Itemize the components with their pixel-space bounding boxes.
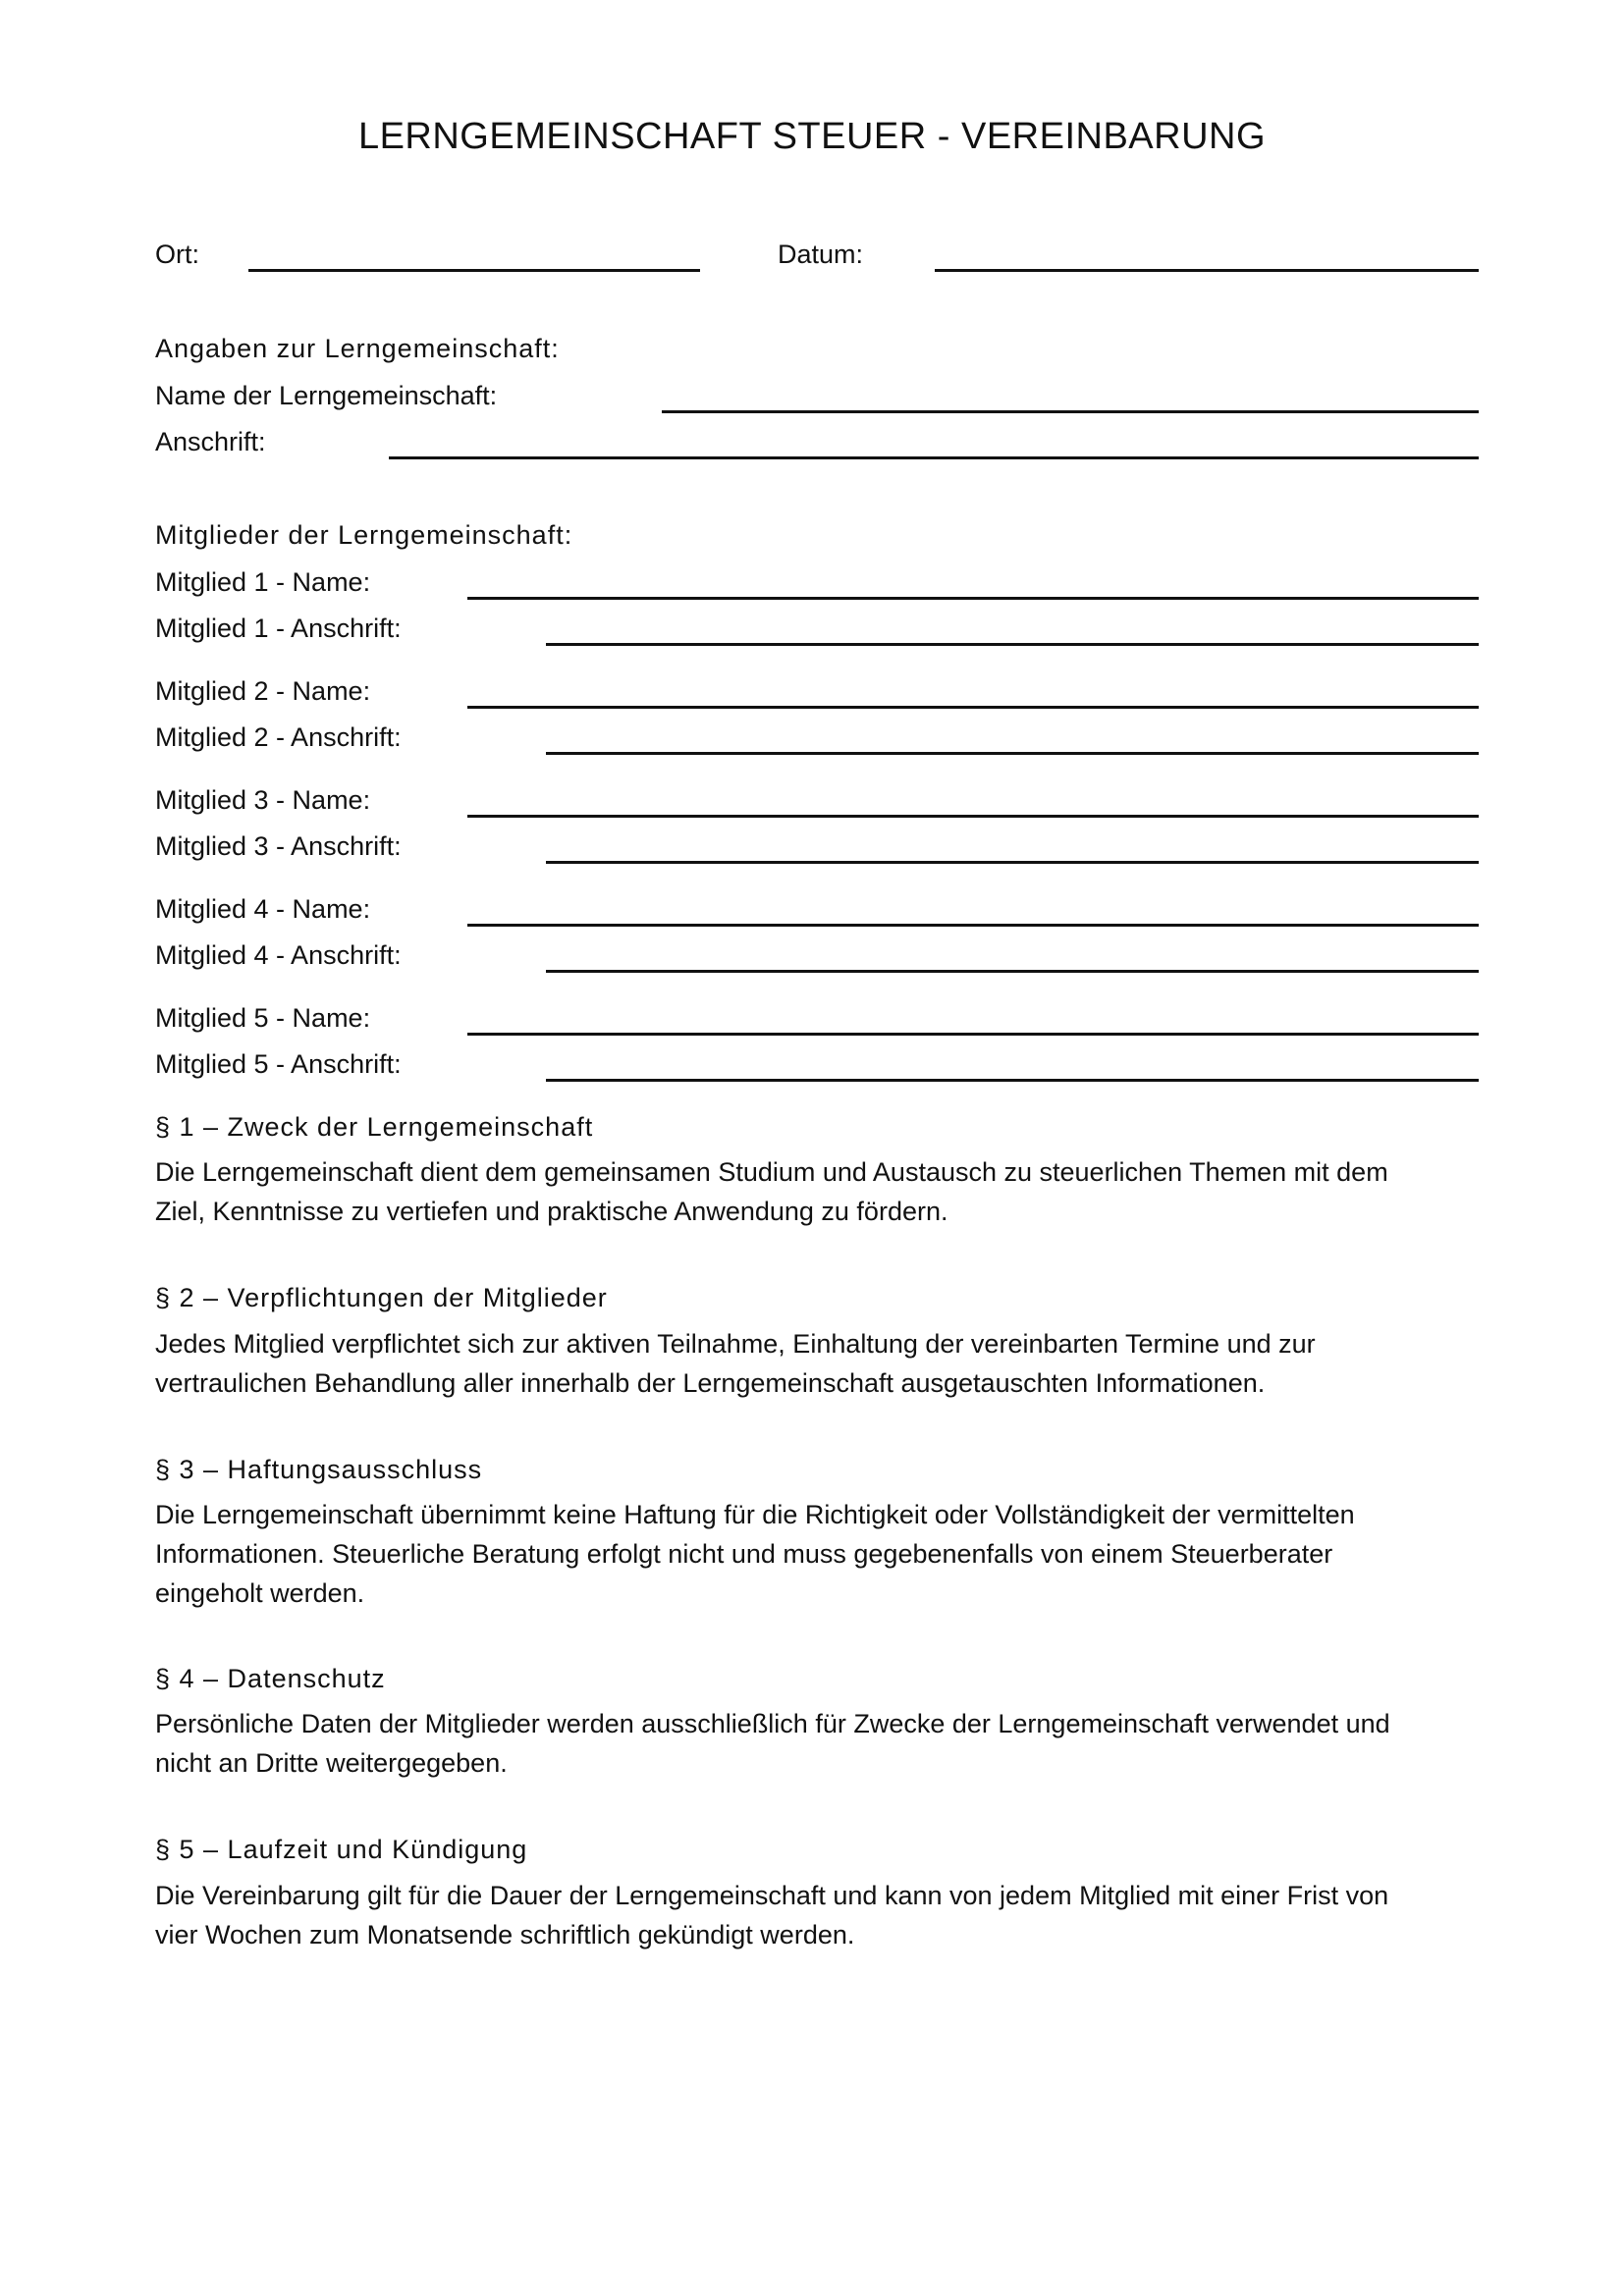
- section-line: Informationen. Steuerliche Beratung erfolgt nicht und muss gegebenenfalls von einem Steuerberater: [155, 1539, 1333, 1569]
- section-line: Die Lerngemeinschaft übernimmt keine Haftung für die Richtigkeit oder Vollständigkeit der vermittelten: [155, 1500, 1355, 1529]
- member-name-label: Mitglied 1 - Name:: [155, 567, 371, 597]
- section-line: eingeholt werden.: [155, 1578, 365, 1608]
- section-body: [155, 1324, 1471, 1403]
- group-name-field[interactable]: [662, 410, 1479, 413]
- member-address-label: Mitglied 2 - Anschrift:: [155, 722, 402, 752]
- group-heading: Angaben zur Lerngemeinschaft:: [155, 334, 560, 363]
- member-name-label: Mitglied 2 - Name:: [155, 676, 371, 706]
- section-body: [155, 1876, 1471, 1954]
- ort-label: Ort:: [155, 240, 199, 269]
- section-body: [155, 1704, 1471, 1783]
- member-address-label: Mitglied 3 - Anschrift:: [155, 831, 402, 861]
- member-name-label: Mitglied 4 - Name:: [155, 894, 371, 924]
- member-address-label: Mitglied 1 - Anschrift:: [155, 614, 402, 643]
- section-line: Jedes Mitglied verpflichtet sich zur aktiven Teilnahme, Einhaltung der vereinbarten Termine und zur: [155, 1329, 1316, 1359]
- member-name-field[interactable]: [467, 1033, 1479, 1036]
- section-line: vier Wochen zum Monatsende schriftlich gekündigt werden.: [155, 1920, 855, 1949]
- datum-label: Datum:: [778, 240, 864, 269]
- document-title: LERNGEMEINSCHAFT STEUER - VEREINBARUNG: [357, 116, 1267, 157]
- section-body: [155, 1152, 1471, 1231]
- member-name-label: Mitglied 5 - Name:: [155, 1003, 371, 1033]
- member-address-field[interactable]: [546, 752, 1479, 755]
- section-line: nicht an Dritte weitergegeben.: [155, 1748, 508, 1778]
- section-line: Persönliche Daten der Mitglieder werden ausschließlich für Zwecke der Lerngemeinschaft verwendet und: [155, 1709, 1390, 1738]
- member-address-field[interactable]: [546, 861, 1479, 864]
- members-heading: Mitglieder der Lerngemeinschaft:: [155, 520, 573, 550]
- member-address-label: Mitglied 5 - Anschrift:: [155, 1049, 402, 1079]
- group-name-label: Name der Lerngemeinschaft:: [155, 381, 498, 410]
- section-line: vertraulichen Behandlung aller innerhalb der Lerngemeinschaft ausgetauschten Informationen.: [155, 1368, 1266, 1398]
- section-heading: § 2 – Verpflichtungen der Mitglieder: [155, 1283, 608, 1312]
- member-name-field[interactable]: [467, 597, 1479, 600]
- section-line: Ziel, Kenntnisse zu vertiefen und praktische Anwendung zu fördern.: [155, 1197, 948, 1226]
- datum-field[interactable]: [935, 269, 1479, 272]
- member-name-label: Mitglied 3 - Name:: [155, 785, 371, 815]
- section-heading: § 1 – Zweck der Lerngemeinschaft: [155, 1112, 594, 1142]
- member-address-field[interactable]: [546, 643, 1479, 646]
- section-heading: § 5 – Laufzeit und Kündigung: [155, 1835, 528, 1864]
- section-heading: § 3 – Haftungsausschluss: [155, 1455, 483, 1484]
- section-line: Die Lerngemeinschaft dient dem gemeinsamen Studium und Austausch zu steuerlichen Themen mit dem: [155, 1157, 1388, 1187]
- group-address-label: Anschrift:: [155, 427, 266, 456]
- section-line: Die Vereinbarung gilt für die Dauer der Lerngemeinschaft und kann von jedem Mitglied mit einer Frist von: [155, 1881, 1389, 1910]
- section-body: [155, 1495, 1471, 1613]
- group-address-field[interactable]: [389, 456, 1479, 459]
- member-address-field[interactable]: [546, 970, 1479, 973]
- ort-field[interactable]: [248, 269, 700, 272]
- member-name-field[interactable]: [467, 815, 1479, 818]
- member-name-field[interactable]: [467, 706, 1479, 709]
- member-address-label: Mitglied 4 - Anschrift:: [155, 940, 402, 970]
- member-name-field[interactable]: [467, 924, 1479, 927]
- section-heading: § 4 – Datenschutz: [155, 1664, 386, 1693]
- member-address-field[interactable]: [546, 1079, 1479, 1082]
